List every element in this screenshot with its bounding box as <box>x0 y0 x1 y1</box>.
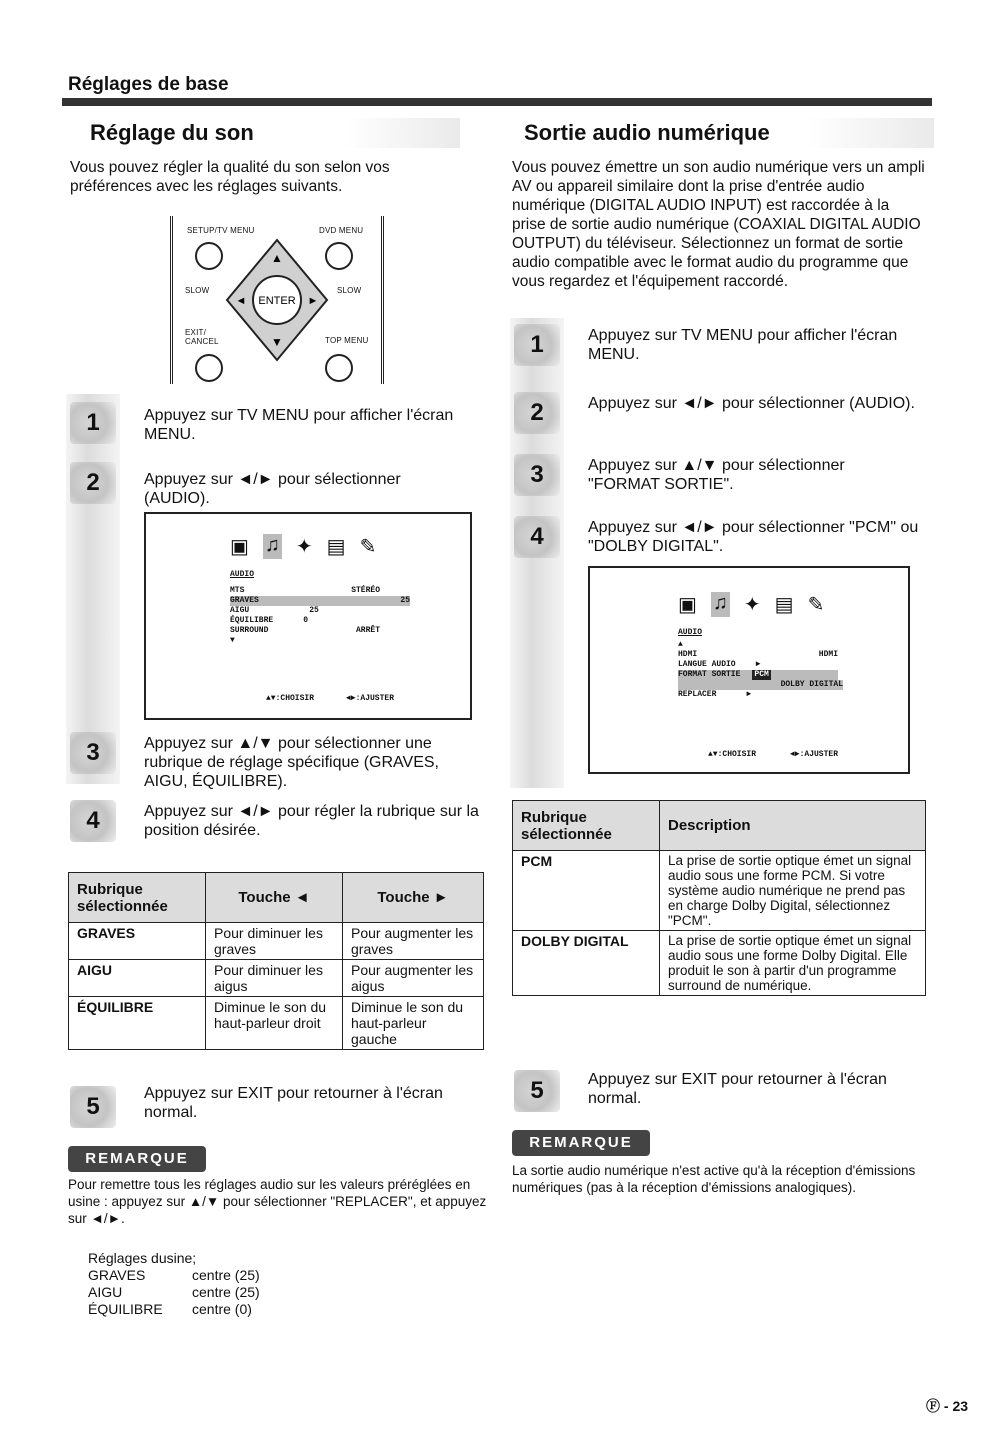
factory-item: AIGU <box>88 1284 123 1300</box>
svg-text:◄: ◄ <box>235 295 247 307</box>
picture-icon: ▣ <box>230 536 249 558</box>
menu-icons <box>230 534 376 559</box>
left-step-1-text: Appuyez sur TV MENU pour afficher l'écran MENU. <box>144 407 454 443</box>
menu-row-value: 25 <box>400 596 410 605</box>
menu-row-label: HDMI <box>678 650 698 659</box>
right-title: Sortie audio numérique <box>512 118 934 148</box>
menu-footer-adjust: ◄►:AJUSTER <box>790 750 839 759</box>
table-cell: Pour diminuer les graves <box>206 923 343 960</box>
right-intro: Vous pouvez émettre un son audio numérique vers un ampli AV ou appareil similaire dont la prise d'entrée audio numérique (DIGITAL AUDIO INPUT) est raccordée à la prise de sortie audio numérique (COAXIAL DIGITAL AUDIO OUTPUT) du téléviseur. Sélectionnez un format de sortie audio compatible avec le format audio du programme que vous regardez et l'équipement raccordé. <box>512 159 925 290</box>
left-steps-band <box>66 394 120 784</box>
right-step-5-text: Appuyez sur EXIT pour retourner à l'écran normal. <box>588 1071 887 1107</box>
table-cell: Pour augmenter les graves <box>343 923 484 960</box>
left-step-2-number: 2 <box>70 462 116 504</box>
left-step-2-text: Appuyez sur ◄/► pour sélectionner (AUDIO). <box>144 471 401 507</box>
left-remark-badge: REMARQUE <box>68 1146 206 1172</box>
table-row <box>69 997 484 1050</box>
right-step-1-number: 1 <box>514 324 560 366</box>
setup-icon: ✦ <box>295 536 313 558</box>
factory-title: Réglages dusine; <box>88 1250 197 1266</box>
menu-row-value: PCM <box>754 670 769 679</box>
right-remark-badge: REMARQUE <box>512 1130 650 1156</box>
option-icon: ▤ <box>774 594 794 616</box>
right-step-3-text: Appuyez sur ▲/▼ pour sélectionner "FORMAT SORTIE". <box>588 457 845 493</box>
right-step-1-text: Appuyez sur TV MENU pour afficher l'écran MENU. <box>588 327 898 363</box>
header-rule <box>62 98 932 106</box>
left-remark-text: Pour remettre tous les réglages audio sur les valeurs préréglées en usine : appuyez sur ▲/▼ pour sélectionner "REPLACER", et appuyez sur ◄/►. <box>68 1177 487 1226</box>
table-row <box>69 923 484 960</box>
menu-rows <box>678 640 878 700</box>
table-cell: ÉQUILIBRE <box>69 997 206 1050</box>
section-header: Réglages de base <box>68 74 229 95</box>
menu-footer-choose: ▲▼:CHOISIR <box>708 750 757 759</box>
audio-icon: ♫ <box>263 534 282 559</box>
table-header: Rubrique sélectionnée <box>513 801 660 851</box>
right-step-4-text: Appuyez sur ◄/► pour sélectionner "PCM" ou "DOLBY DIGITAL". <box>588 519 919 555</box>
menu-row-value: 25 <box>309 606 319 615</box>
menu-row-value: ► <box>755 660 761 669</box>
right-format-table <box>512 800 926 996</box>
menu-footer-choose: ▲▼:CHOISIR <box>266 694 315 703</box>
table-cell: Pour augmenter les aigus <box>343 960 484 997</box>
menu-row-value: ARRÊT <box>355 626 380 635</box>
left-step-4-text: Appuyez sur ◄/► pour régler la rubrique sur la position désirée. <box>144 803 479 839</box>
left-step-3-number: 3 <box>70 732 116 774</box>
dvd-menu-label: DVD MENU <box>319 226 364 235</box>
svg-text:ENTER: ENTER <box>258 295 296 307</box>
table-cell: AIGU <box>69 960 206 997</box>
left-title: Réglage du son <box>78 118 460 148</box>
page-number: Ⓕ - 23 <box>926 1398 969 1414</box>
menu-row-label: AIGU <box>230 606 250 615</box>
factory-value: centre (25) <box>192 1284 260 1300</box>
setup-icon: ✦ <box>743 594 761 616</box>
left-step-1-number: 1 <box>70 402 116 444</box>
table-cell: PCM <box>513 851 660 931</box>
menu-row-label: MTS <box>230 586 245 595</box>
picture-icon: ▣ <box>678 594 697 616</box>
factory-item: GRAVES <box>88 1267 146 1283</box>
svg-text:►: ► <box>307 295 319 307</box>
menu-rows <box>230 586 420 646</box>
table-header: Touche ► <box>343 873 484 923</box>
menu-tab-label: AUDIO <box>678 628 703 637</box>
top-menu-button <box>325 354 353 382</box>
exit-button <box>195 354 223 382</box>
table-row <box>69 960 484 997</box>
table-cell: Pour diminuer les aigus <box>206 960 343 997</box>
setup-button <box>195 242 223 270</box>
scroll-up-icon: ▲ <box>678 640 683 649</box>
factory-value: centre (25) <box>192 1267 260 1283</box>
menu-row-value: STÉRÉO <box>351 586 380 595</box>
exit-label: EXIT/ CANCEL <box>185 328 219 346</box>
svg-text:▼: ▼ <box>271 335 283 349</box>
table-cell: La prise de sortie optique émet un signal audio sous une forme PCM. Si votre système audio numérique ne prend pas en charge Dolby Digital, sélectionnez "PCM". <box>660 851 926 931</box>
lock-icon: ✎ <box>807 594 825 616</box>
menu-row-value: ► <box>746 690 752 699</box>
left-step-5-number: 5 <box>70 1086 116 1128</box>
remote-illustration <box>170 216 384 384</box>
table-header: Description <box>660 801 926 851</box>
option-icon: ▤ <box>326 536 346 558</box>
menu-row-label: GRAVES <box>230 596 259 605</box>
right-step-2-number: 2 <box>514 392 560 434</box>
left-step-3-text: Appuyez sur ▲/▼ pour sélectionner une rubrique de réglage spécifique (GRAVES, AIGU, ÉQUILIBRE). <box>144 735 439 790</box>
left-step-5-text: Appuyez sur EXIT pour retourner à l'écran normal. <box>144 1085 443 1121</box>
table-row <box>513 851 926 931</box>
top-menu-label: TOP MENU <box>325 336 369 345</box>
right-step-3-number: 3 <box>514 454 560 496</box>
table-row <box>513 931 926 996</box>
menu-row-label: SURROUND <box>230 626 269 635</box>
lock-icon: ✎ <box>359 536 377 558</box>
right-step-5-number: 5 <box>514 1070 560 1112</box>
setup-label: SETUP/TV MENU <box>187 226 255 235</box>
menu-row-label: REPLACER <box>678 690 717 699</box>
menu-row-label: LANGUE AUDIO <box>678 660 736 669</box>
right-menu-screen <box>588 566 910 774</box>
menu-tab-label: AUDIO <box>230 570 255 579</box>
menu-row-label: FORMAT SORTIE <box>678 670 741 679</box>
scroll-down-icon: ▼ <box>230 636 235 645</box>
dvd-menu-button <box>325 242 353 270</box>
left-menu-screen <box>144 512 472 720</box>
menu-icons <box>678 592 824 617</box>
table-cell: Diminue le son du haut-parleur droit <box>206 997 343 1050</box>
table-header: Touche ◄ <box>206 873 343 923</box>
table-cell: GRAVES <box>69 923 206 960</box>
slow-left-label: SLOW <box>185 286 210 295</box>
slow-right-label: SLOW <box>337 286 362 295</box>
left-settings-table <box>68 872 484 1050</box>
menu-row-value: DOLBY DIGITAL <box>780 680 843 689</box>
table-cell: La prise de sortie optique émet un signal audio sous une forme Dolby Digital. Elle produit le son à partir d'un programme surround de numérique. <box>660 931 926 996</box>
menu-row-value: 0 <box>303 616 309 625</box>
left-step-4-number: 4 <box>70 800 116 842</box>
right-step-2-text: Appuyez sur ◄/► pour sélectionner (AUDIO). <box>588 395 915 412</box>
menu-row-value: HDMI <box>818 650 838 659</box>
svg-text:▲: ▲ <box>271 251 283 265</box>
factory-value: centre (0) <box>192 1301 252 1317</box>
right-remark-text: La sortie audio numérique n'est active qu'à la réception d'émissions numériques (pas à la réception d'émissions analogiques). <box>512 1163 916 1195</box>
menu-row-label: ÉQUILIBRE <box>230 616 274 625</box>
left-intro: Vous pouvez régler la qualité du son selon vos préférences avec les réglages suivants. <box>70 159 390 195</box>
factory-item: ÉQUILIBRE <box>88 1301 163 1317</box>
audio-icon: ♫ <box>711 592 730 617</box>
table-cell: DOLBY DIGITAL <box>513 931 660 996</box>
dpad <box>225 238 329 362</box>
table-cell: Diminue le son du haut-parleur gauche <box>343 997 484 1050</box>
right-step-4-number: 4 <box>514 516 560 558</box>
table-header: Rubrique sélectionnée <box>69 873 206 923</box>
factory-settings <box>88 1250 260 1318</box>
menu-footer-adjust: ◄►:AJUSTER <box>346 694 395 703</box>
